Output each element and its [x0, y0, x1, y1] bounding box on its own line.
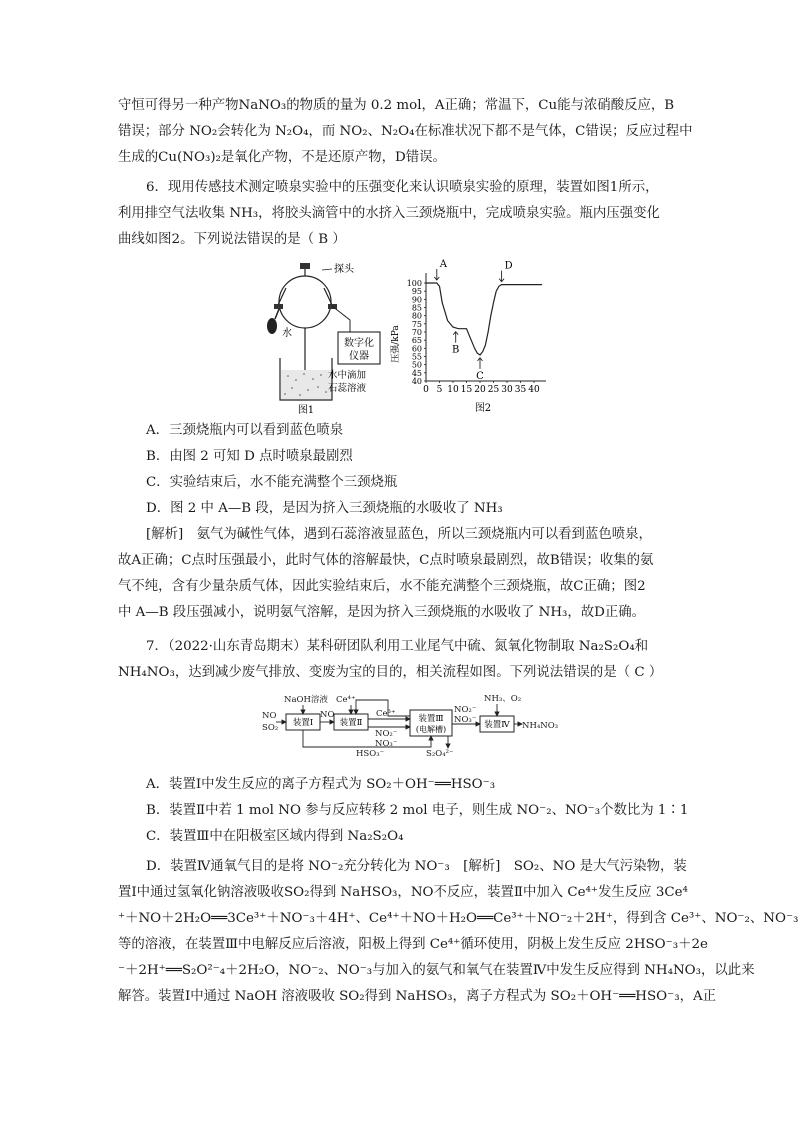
flow-product: NH₄NO₃ — [522, 721, 559, 731]
x-tick-label: 0 — [423, 385, 429, 395]
q7-option-c: C．装置Ⅲ中在阳极室区域内得到 Na₂S₂O₄ — [146, 829, 404, 844]
flow-s2o4: S₂O₄²⁻ — [426, 749, 454, 759]
three-neck-flask — [279, 276, 331, 328]
flow-no3-right: NO₃⁻ — [454, 715, 477, 725]
text-line: 利用排空气法收集 NH₃，将胶头滴管中的水挤入三颈烧瓶中，完成喷泉实验。瓶内压强变化 — [118, 206, 660, 221]
flow-no2-mid: NO₂⁻ — [375, 729, 398, 739]
text-line: 等的溶液，在装置Ⅲ中电解反应后溶液，阳极上得到 Ce⁴⁺循环使用，阴极上发生反应 2HSO⁻₃＋2e — [118, 937, 708, 952]
q6-option-a: A．三颈烧瓶内可以看到蓝色喷泉 — [146, 423, 344, 438]
y-tick-label: 95 — [411, 287, 422, 297]
text-line: NH₄NO₃，达到减少废气排放、变废为宝的目的，相关流程如图。下列说法错误的是（ C ） — [118, 665, 663, 680]
flow-ce4: Ce⁴⁺ — [336, 695, 356, 705]
x-tick-label: 30 — [501, 385, 513, 395]
figure-2-caption: 图2 — [474, 403, 492, 414]
x-tick-label: 20 — [474, 385, 486, 395]
flow-naoh: NaOH溶液 — [284, 695, 328, 705]
x-tick-label: 10 — [447, 385, 459, 395]
q7-option-a: A．装置Ⅰ中发生反应的离子方程式为 SO₂＋OH⁻══HSO⁻₃ — [146, 777, 496, 792]
text-line: 生成的Cu(NO₃)₂是氧化产物，不是还原产物，D错误。 — [118, 150, 446, 165]
text-line: ⁺＋NO＋2H₂O══3Ce³⁺＋NO⁻₃＋4H⁺、Ce⁴⁺＋NO＋H₂O══Ce³⁺＋NO⁻₂＋2H⁺，得到含 Ce³⁺、NO⁻₂、NO⁻₃ — [118, 911, 798, 926]
y-tick-label: 75 — [411, 319, 422, 329]
probe-label: 探头 — [334, 264, 354, 275]
flow-input-no: NO — [262, 711, 277, 721]
x-tick-label: 35 — [514, 385, 527, 395]
text-line: 曲线如图2。下列说法错误的是（ B ） — [118, 232, 346, 247]
svg-text:装置Ⅳ: 装置Ⅳ — [484, 720, 510, 730]
y-tick-label: 85 — [411, 303, 422, 313]
text-line: 气不纯，含有少量杂质气体，因此实验结束后，水不能充满整个三颈烧瓶，故C正确；图2 — [118, 579, 646, 594]
q6-option-d: D．图 2 中 A—B 段，是因为挤入三颈烧瓶的水吸收了 NH₃ — [146, 501, 503, 516]
y-tick-label: 40 — [411, 377, 422, 386]
y-tick-label: 60 — [411, 344, 422, 354]
q6-option-c: C．实验结束后，水不能充满整个三颈烧瓶 — [146, 475, 398, 490]
y-tick-label: 90 — [411, 295, 422, 305]
text-line: ⁻＋2H⁺══S₂O²⁻₄＋2H₂O，NO⁻₂、NO⁻₃与加入的氨气和氧气在装置Ⅳ中发生反应得到 NH₄NO₃，以此来 — [118, 963, 755, 978]
q6-option-b: B．由图 2 可知 D 点时喷泉最剧烈 — [146, 449, 353, 464]
figure-1-apparatus — [258, 260, 388, 418]
flow-hso3: HSO₃⁻ — [356, 749, 385, 759]
chart-series — [426, 283, 542, 355]
flow-nh3-o2: NH₃、O₂ — [484, 694, 522, 704]
text-line: 置Ⅰ中通过氢氧化钠溶液吸收SO₂得到 NaHSO₃，NO不反应，装置Ⅱ中加入 Ce⁴⁺发生反应 3Ce⁴ — [118, 885, 688, 900]
svg-text:装置Ⅲ: 装置Ⅲ — [418, 714, 444, 724]
text-line: 解答。装置Ⅰ中通过 NaOH 溶液吸收 SO₂得到 NaHSO₃，离子方程式为 SO₂＋OH⁻══HSO⁻₃，A正 — [118, 989, 717, 1004]
q6-analysis: [解析] 氨气为碱性气体，遇到石蕊溶液显蓝色，所以三颈烧瓶内可以看到蓝色喷泉， — [146, 527, 652, 542]
y-tick-label: 70 — [411, 328, 422, 337]
flow-no-mid: NO — [320, 710, 335, 720]
y-tick-label: 65 — [411, 336, 422, 346]
annotation-label: A — [439, 259, 448, 270]
svg-text:装置Ⅰ: 装置Ⅰ — [292, 718, 314, 728]
beaker-label-1: 水中滴加 — [328, 370, 367, 381]
q7-option-b: B．装置Ⅱ中若 1 mol NO 参与反应转移 2 mol 电子，则生成 NO⁻₂、NO⁻₃个数比为 1∶1 — [146, 803, 689, 818]
x-tick-label: 40 — [528, 385, 540, 395]
instrument-label-2: 仪器 — [349, 351, 369, 362]
y-tick-label: 55 — [411, 352, 422, 362]
x-tick-label: 15 — [460, 385, 473, 395]
dropper-bulb — [267, 318, 277, 334]
figure-2-pressure-chart — [388, 256, 558, 416]
flow-input-so2: SO₂ — [262, 723, 279, 733]
q7-option-d-analysis: D．装置Ⅳ通氧气目的是将 NO⁻₂充分转化为 NO⁻₃ [解析] SO₂、NO 是大气污染物，装 — [146, 859, 687, 874]
annotation-label: B — [452, 344, 460, 356]
beaker-label-2: 石蕊溶液 — [328, 383, 367, 394]
y-tick-label: 100 — [406, 279, 422, 288]
flow-no2-right: NO₂⁻ — [454, 705, 477, 715]
chart-ylabel: 压强/kPa — [391, 325, 401, 363]
process-flow-diagram — [258, 692, 558, 758]
water-label: 水 — [282, 328, 292, 339]
y-tick-label: 45 — [411, 368, 422, 378]
annotation-label: D — [504, 260, 513, 272]
text-line: 守恒可得另一种产物NaNO₃的物质的量为 0.2 mol，A正确；常温下，Cu能与浓硝酸反应，B — [118, 98, 675, 113]
chart-axes — [426, 273, 546, 381]
text-line: 错误；部分 NO₂会转化为 N₂O₄，而 NO₂、N₂O₄在标准状况下都不是气体，C错误；反应过程中 — [118, 124, 693, 139]
probe — [300, 263, 310, 269]
y-tick-label: 50 — [411, 360, 422, 370]
instrument-label-1: 数字化 — [344, 338, 374, 349]
chart-ticks — [407, 279, 540, 395]
svg-text:(电解槽): (电解槽) — [415, 725, 447, 734]
text-line: 中 A—B 段压强减小，说明氨气溶解，是因为挤入三颈烧瓶的水吸收了 NH₃，故D正确。 — [118, 605, 646, 620]
text-line: 故A正确；C点时压强最小，此时气体的溶解最快，C点时喷泉最剧烈，故B错误；收集的氨 — [118, 553, 654, 568]
question-6-stem: 6．现用传感技术测定喷泉实验中的压强变化来认识喷泉实验的原理，装置如图1所示， — [146, 180, 659, 195]
svg-text:装置Ⅱ: 装置Ⅱ — [339, 718, 363, 728]
pressure-curve — [426, 283, 542, 355]
question-7-stem: 7．（2022·山东青岛期末）某科研团队利用工业尾气中硫、氮氧化物制取 Na₂S₂O₄和 — [146, 639, 649, 654]
chart-annotations — [434, 259, 512, 382]
flow-ce3: Ce³⁺ — [376, 709, 396, 719]
y-tick-label: 80 — [411, 311, 422, 321]
annotation-label: C — [476, 370, 484, 382]
flow-no3-mid: NO₃⁻ — [375, 739, 398, 749]
x-tick-label: 25 — [487, 385, 500, 395]
figure-1-caption: 图1 — [297, 405, 315, 416]
x-tick-label: 5 — [436, 385, 443, 395]
